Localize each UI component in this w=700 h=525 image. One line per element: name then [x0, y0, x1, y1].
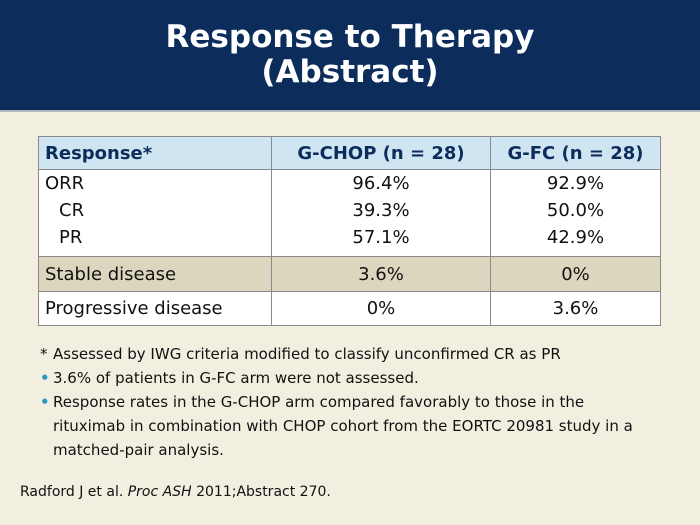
reference-authors: Radford J et al.	[20, 484, 124, 500]
bullet-icon: •	[40, 393, 50, 411]
label-cr: CR	[59, 200, 85, 221]
bullet-item	[40, 366, 660, 390]
table-row-progressive-disease	[39, 292, 661, 326]
stable-gchop-value: 3.6%	[272, 257, 491, 292]
header-gchop: G-CHOP (n = 28)	[272, 137, 491, 170]
orr-labels-cell	[39, 170, 272, 257]
bullet-icon: •	[40, 369, 50, 387]
footnote-text: Assessed by IWG criteria modified to classify unconfirmed CR as PR	[53, 345, 561, 363]
title-banner	[0, 0, 700, 110]
title-line-2: (Abstract)	[261, 54, 439, 90]
orr-gchop-cell	[272, 170, 491, 257]
footnote-marker: *	[40, 345, 48, 363]
notes	[40, 342, 660, 462]
progressive-gchop-value: 0%	[272, 292, 491, 326]
footnote	[40, 342, 660, 366]
table-row-stable-disease	[39, 257, 661, 292]
progressive-gfc-value: 3.6%	[491, 292, 661, 326]
gfc-pr-value: 42.9%	[546, 227, 605, 248]
gchop-cr-value: 39.3%	[352, 200, 410, 221]
bullet-item	[40, 390, 660, 462]
table-header-row	[39, 137, 661, 170]
response-table	[38, 136, 661, 326]
label-pr: PR	[59, 227, 83, 248]
header-gfc: G-FC (n = 28)	[491, 137, 661, 170]
orr-gfc-cell	[491, 170, 661, 257]
gchop-orr-value: 96.4%	[352, 173, 410, 194]
title-line-1: Response to Therapy	[165, 19, 535, 55]
progressive-label: Progressive disease	[39, 292, 272, 326]
bullet-text-1: 3.6% of patients in G-FC arm were not assessed.	[53, 369, 419, 387]
header-divider	[0, 110, 700, 112]
stable-gfc-value: 0%	[491, 257, 661, 292]
table-row-orr	[39, 170, 661, 257]
stable-label: Stable disease	[39, 257, 272, 292]
bullet-text-2: Response rates in the G-CHOP arm compared favorably to those in the rituximab in combination with CHOP cohort from the EORTC 20981 study in a matched-pair analysis.	[53, 393, 633, 459]
reference-details: 2011;Abstract 270.	[196, 484, 331, 500]
header-response: Response*	[39, 137, 272, 170]
slide-title	[0, 20, 700, 90]
reference-journal: Proc ASH	[127, 484, 192, 500]
gchop-pr-value: 57.1%	[352, 227, 410, 248]
gfc-orr-value: 92.9%	[546, 173, 605, 194]
reference	[20, 484, 331, 500]
label-orr: ORR	[45, 173, 85, 194]
gfc-cr-value: 50.0%	[546, 200, 605, 221]
